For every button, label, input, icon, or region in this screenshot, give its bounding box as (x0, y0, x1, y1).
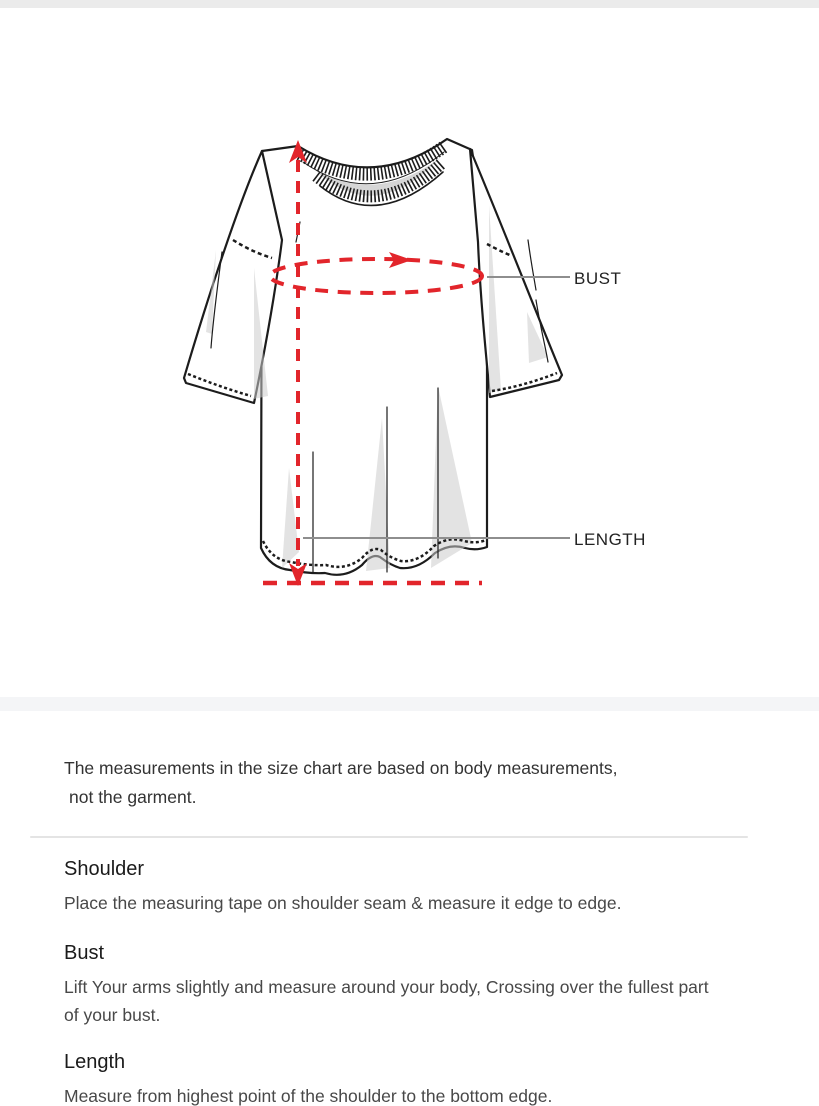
shoulder-heading: Shoulder (64, 858, 145, 880)
note-line-1: The measurements in the size chart are based on body measurements, (64, 758, 618, 778)
bust-heading: Bust (64, 942, 105, 964)
length-description: Measure from highest point of the shoulder to the bottom edge. (64, 1086, 553, 1106)
length-label: LENGTH (574, 530, 646, 549)
shoulder-description: Place the measuring tape on shoulder seam & measure it edge to edge. (64, 893, 622, 913)
section-bust (64, 942, 744, 1029)
length-heading: Length (64, 1051, 126, 1073)
section-divider-band (0, 697, 819, 711)
horizontal-rule (30, 836, 748, 838)
tshirt-illustration (184, 139, 562, 575)
bust-description: Lift Your arms slightly and measure around your body, Crossing over the fullest part of your bust. (64, 977, 709, 1025)
size-chart-note (64, 754, 764, 812)
section-shoulder (64, 858, 744, 917)
bust-label: BUST (574, 269, 622, 288)
section-length (64, 1051, 744, 1106)
note-line-2: not the garment. (69, 787, 197, 807)
